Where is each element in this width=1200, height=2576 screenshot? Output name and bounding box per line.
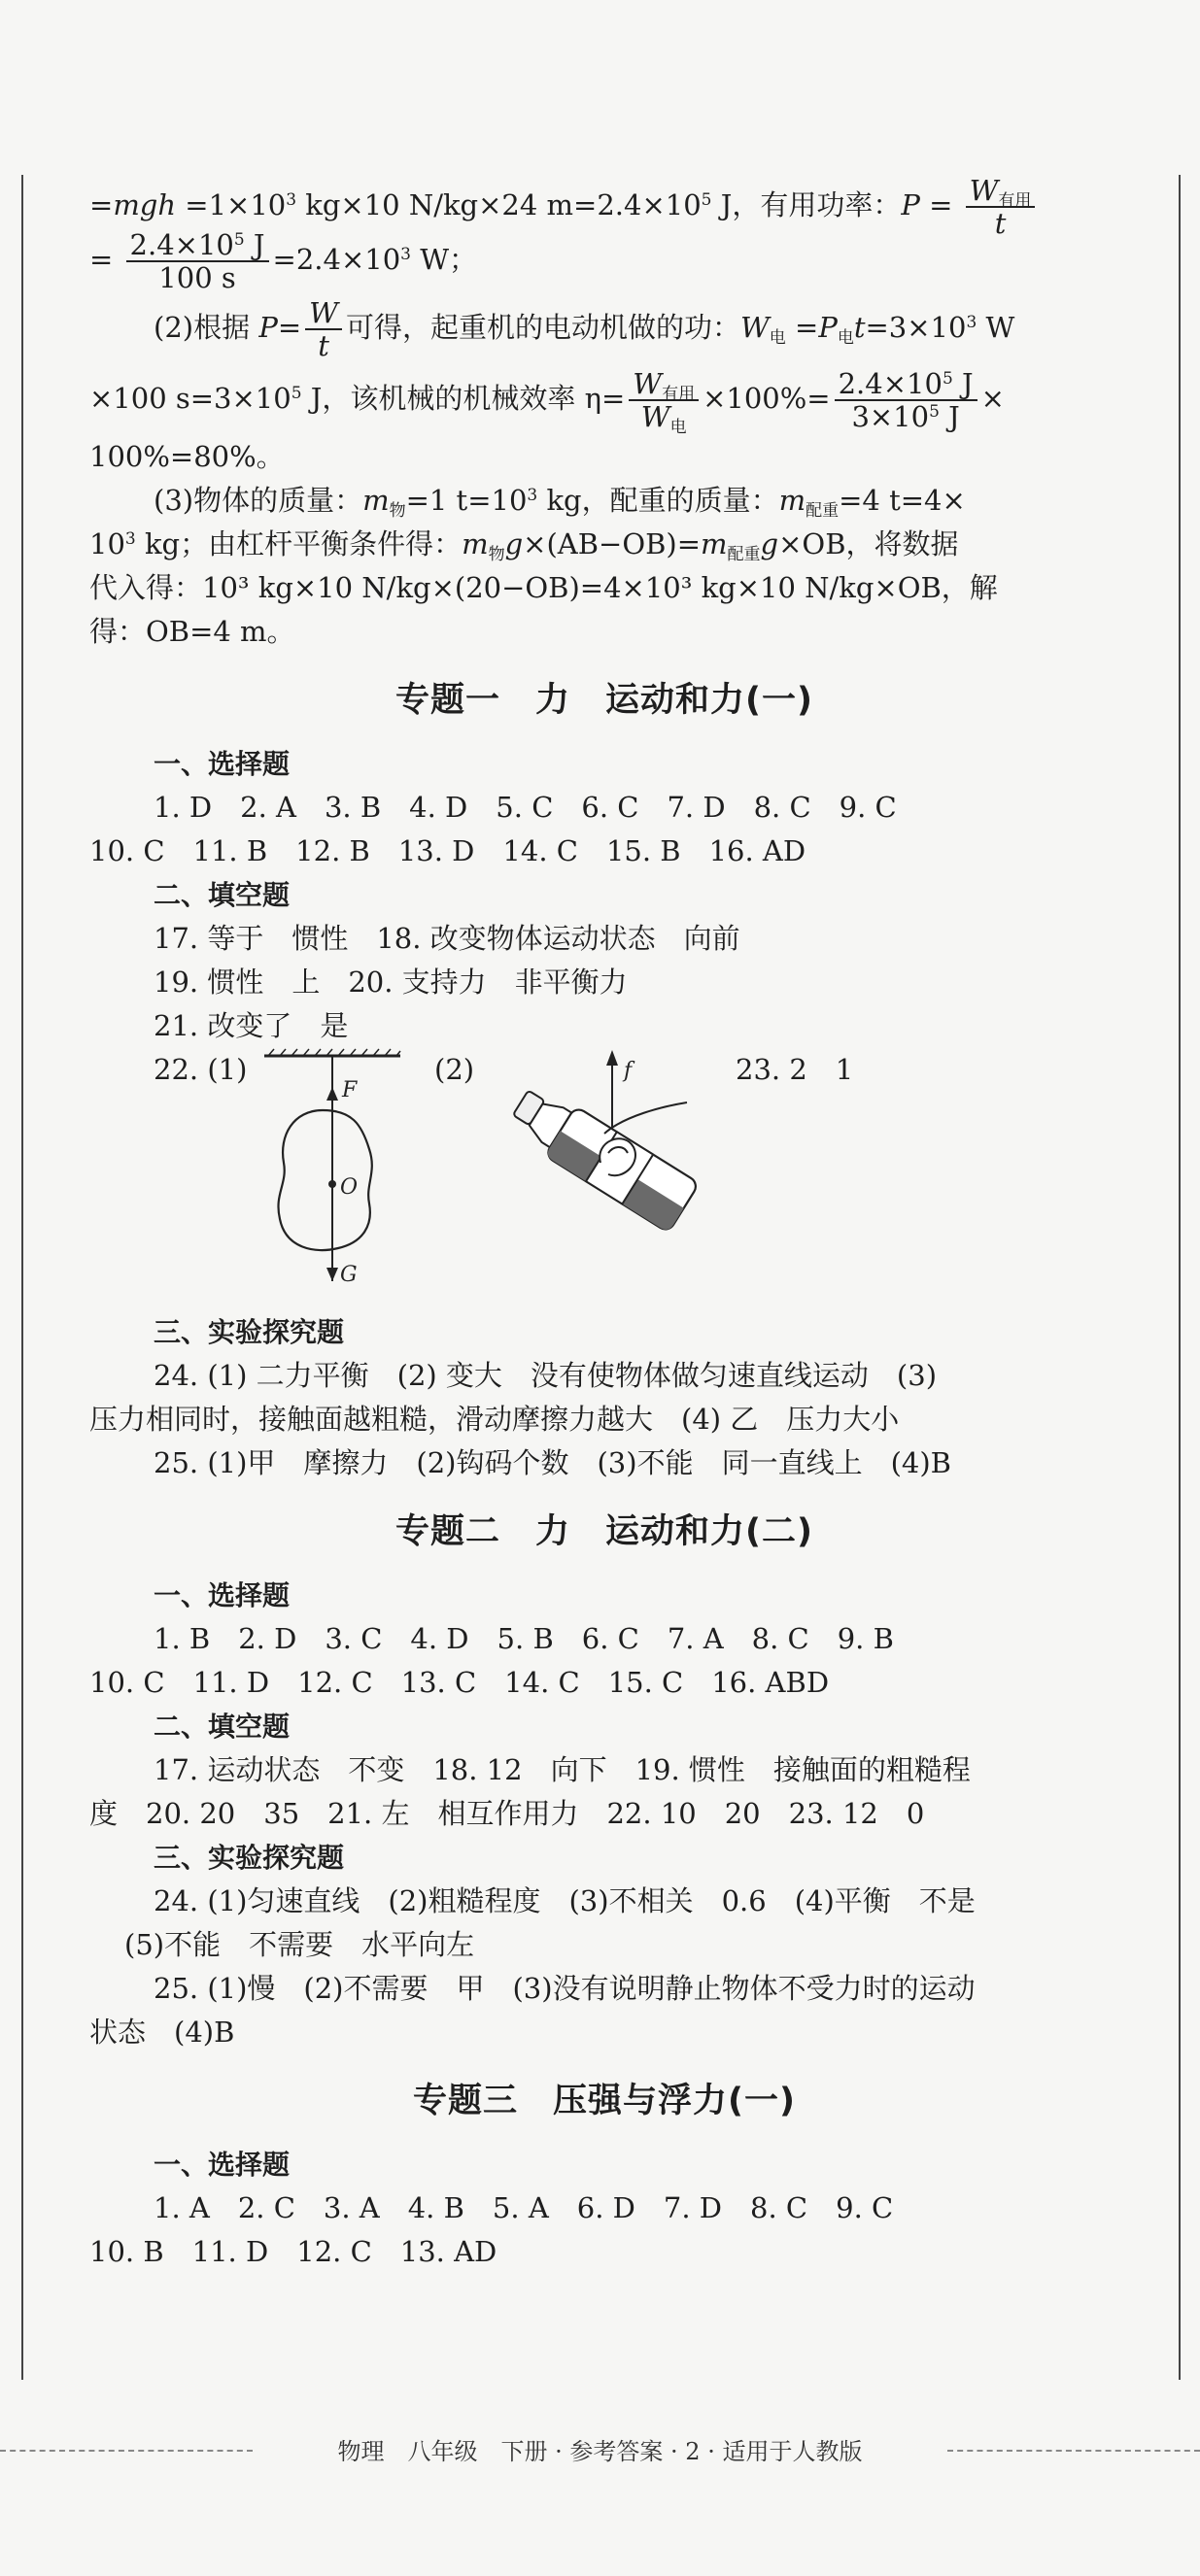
t2-exp-line-2: (5)不能 不需要 水平向左: [124, 1928, 475, 1961]
prev-line-5: 100%=80%。: [89, 440, 285, 473]
t2-exp-line-1: 24. (1)匀速直线 (2)粗糙程度 (3)不相关 0.6 (4)平衡 不是: [154, 1884, 976, 1917]
topic-1-title: 专题一 力 运动和力(一): [395, 681, 813, 720]
gravity-G-label: G: [340, 1263, 358, 1287]
t2-choice-line-2: 10. C 11. D 12. C 13. C 14. C 15. C 16. ABD: [89, 1666, 830, 1699]
page-content: [89, 175, 1119, 2274]
force-F-label: F: [342, 1078, 358, 1102]
t3-choice-line-1: 1. A 2. C 3. A 4. B 5. A 6. D 7. D 8. C 9. C: [154, 2191, 894, 2224]
q22-1-diagram: [255, 1048, 410, 1291]
t1-fill-line-1: 17. 等于 惯性 18. 改变物体运动状态 向前: [154, 922, 740, 955]
prev-line-1: $=mgh =1\times 10^3$ kg×10 N/kg×24 $m=2.4\times 10^5$ J，有用功率：P = $\frac{W_{有用}}{t}$: [89, 175, 1119, 225]
prev-line-3: (2)根据 P= $\frac{W}{t}$ 可得，起重机的电动机做的功：$W_电 =P_电t=3\times 10^3$ W: [154, 296, 1015, 362]
topic-3-title: 专题三 压强与浮力(一): [413, 2082, 796, 2120]
t1-exp-line-2: 压力相同时，接触面越粗糙，滑动摩擦力越大 (4) 乙 压力大小: [89, 1403, 900, 1436]
t2-section-choice: 一、选择题: [154, 1579, 291, 1611]
t2-fill-line-1: 17. 运动状态 不变 18. 12 向下 19. 惯性 接触面的粗糙程: [154, 1753, 971, 1786]
right-border-line: [1179, 175, 1181, 2380]
t2-section-experiment: 三、实验探究题: [154, 1842, 345, 1874]
page-footer: [0, 2432, 1200, 2466]
t2-section-fill: 二、填空题: [154, 1711, 291, 1743]
t1-choice-line-1: 1. D 2. A 3. B 4. D 5. C 6. C 7. D 8. C 9. C: [154, 791, 897, 824]
prev-line-7: $10^3$ kg；由杠杆平衡条件得：$m_物g\times(AB-OB)=m_{配重}g\times OB$，将数据: [89, 527, 959, 564]
t1-exp-line-1: 24. (1) 二力平衡 (2) 变大 没有使物体做匀速直线运动 (3): [154, 1359, 938, 1392]
power-fraction: $\frac{W_{有用}}{t}$: [966, 175, 1036, 239]
t1-section-choice: 一、选择题: [154, 748, 291, 780]
left-border-line: [21, 175, 23, 2380]
prev-line-6: (3)物体的质量：$m_物=1$ $t=10^3$ kg，配重的质量：$m_{配重}=4$ t=4×: [154, 484, 966, 521]
t2-choice-line-1: 1. B 2. D 3. C 4. D 5. B 6. C 7. A 8. C 9. B: [154, 1622, 894, 1655]
t1-exp-line-3: 25. (1)甲 摩擦力 (2)钩码个数 (3)不能 同一直线上 (4)B: [154, 1446, 951, 1479]
t1-fill-line-3: 21. 改变了 是: [154, 1009, 349, 1042]
footer-text: 物理 八年级 下册 · 参考答案 · 2 · 适用于人教版: [325, 2438, 876, 2465]
t2-exp-line-4: 状态 (4)B: [89, 2016, 235, 2049]
t3-section-choice: 一、选择题: [154, 2149, 291, 2181]
t2-exp-line-3: 25. (1)慢 (2)不需要 甲 (3)没有说明静止物体不受力时的运动: [154, 1972, 976, 2005]
topic-2-title: 专题二 力 运动和力(二): [395, 1512, 813, 1551]
t2-fill-line-2: 度 20. 20 35 21. 左 相互作用力 22. 10 20 23. 12 0: [89, 1797, 925, 1830]
t3-choice-line-2: 10. B 11. D 12. C 13. AD: [89, 2235, 497, 2268]
t1-choice-line-2: 10. C 11. B 12. B 13. D 14. C 15. B 16. AD: [89, 834, 806, 867]
t1-fill-line-2: 19. 惯性 上 20. 支持力 非平衡力: [154, 966, 628, 999]
t1-section-fill: 二、填空题: [154, 879, 291, 911]
prev-line-2: = $\frac{2.4\times 10^5 J}{100 s}$ $=2.4\times 10^3$ W；: [89, 228, 478, 294]
q22-2-bottle-diagram: [478, 1048, 711, 1281]
center-O-label: O: [340, 1175, 359, 1200]
friction-f-label: f: [624, 1059, 633, 1083]
q22-figure-row: 22. (1) (2) 23. 2 1 F O G f: [89, 1048, 1119, 1310]
prev-line-9: 得：OB=4 m。: [89, 615, 295, 648]
prev-line-4: ×100 $s=3\times 10^5$ J，该机械的机械效率 η= $\frac{W_{有用}}{W_电}$ ×100%= $\frac{2.4\times 10^5 J}{3\times 10^5 J}$ ×: [89, 367, 1005, 437]
power-value-fraction: $\frac{2.4\times 10^5 J}{100 s}$: [126, 229, 269, 293]
prev-line-8: 代入得：10³ kg×10 N/kg×(20−OB)=4×10³ kg×10 N/kg×OB，解: [89, 571, 998, 604]
t1-section-experiment: 三、实验探究题: [154, 1316, 345, 1348]
